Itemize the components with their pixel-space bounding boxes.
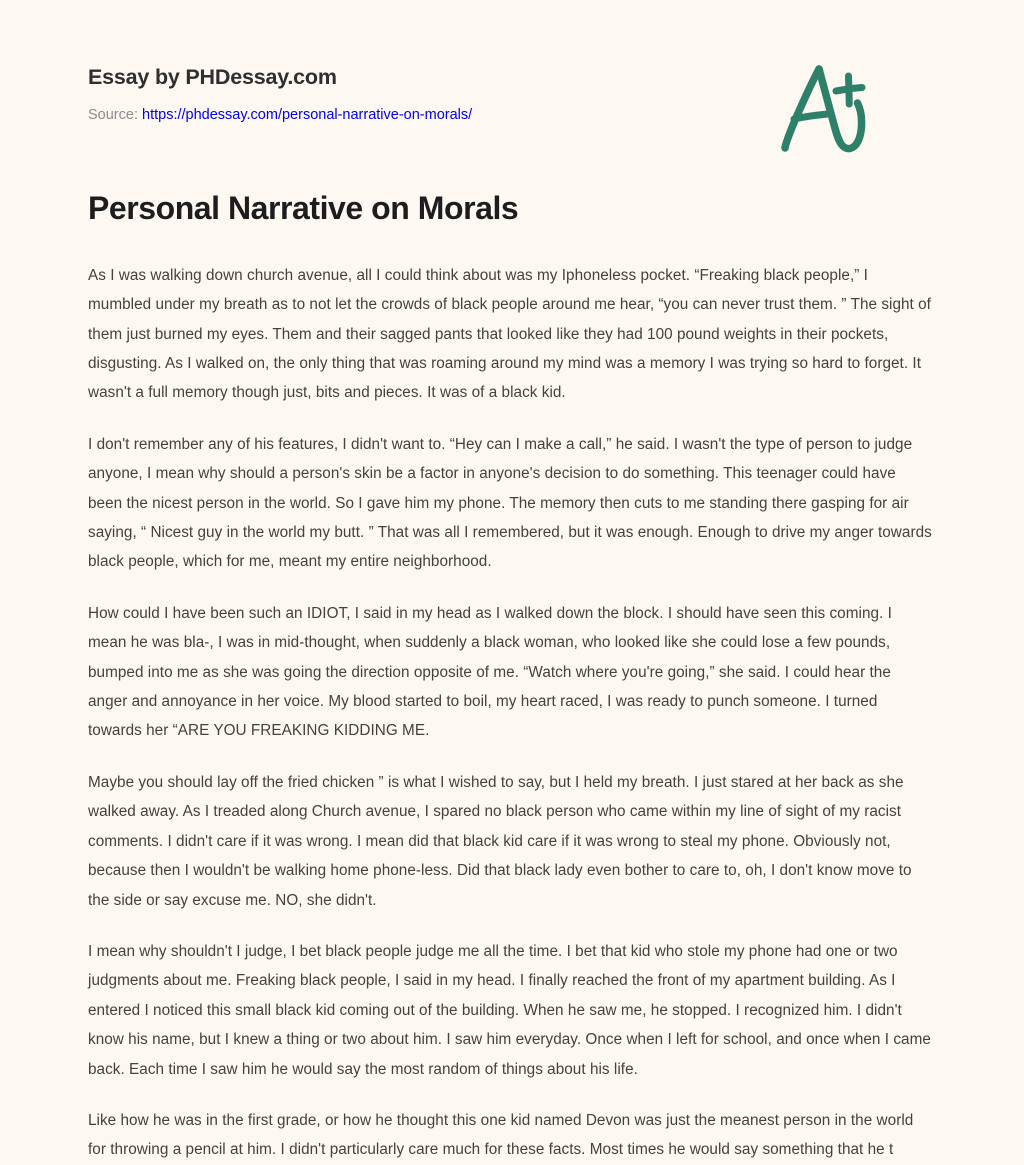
essay-paragraph: Maybe you should lay off the fried chicken ” is what I wished to say, but I held my breath. I just stared at her back as she walked away. As I treaded along Church avenue, I spared no black person who came within my line of sight of my racist comments. I didn't care if it was wrong. I mean did that black kid care if it was wrong to steal my phone. Obviously not, because then I wouldn't be walking home phone-less. Did that black lady even bother to care to, oh, I don't know move to the side or say excuse me. NO, she didn't. xyxy=(88,773,912,909)
brand-title: Essay by PHDessay.com xyxy=(88,65,337,89)
essay-body xyxy=(88,261,933,1165)
source-url-link[interactable]: https://phdessay.com/personal-narrative-on-morals/ xyxy=(142,106,473,123)
document-header xyxy=(88,0,936,123)
source-label: Source: xyxy=(88,106,138,123)
essay-paragraph-truncated: Like how he was in the first grade, or how he thought this one kid named Devon was just the meanest person in the world for throwing a pencil at him. I didn't particularly care much for these facts. Most times he would say something that he t xyxy=(88,1111,914,1159)
a-plus-icon xyxy=(774,58,878,162)
essay-paragraph: As I was walking down church avenue, all I could think about was my Iphoneless pocket. “Freaking black people,” I mumbled under my breath as to not let the crowds of black people around me hear, “you can never trust them. ” The sight of them just burned my eyes. Them and their sagged pants that looked like they had 100 pound weights in their pockets, disgusting. As I walked on, the only thing that was roaming around my mind was a memory I was trying so hard to forget. It wasn't a full memory though just, bits and pieces. It was of a black kid. xyxy=(88,266,931,402)
essay-paragraph: I mean why shouldn't I judge, I bet black people judge me all the time. I bet that kid who stole my phone had one or two judgments about me. Freaking black people, I said in my head. I finally reached the front of my apartment building. As I entered I noticed this small black kid coming out of the building. When he saw me, he stopped. I recognized him. I didn't know his name, but I knew a thing or two about him. I saw him everyday. Once when I left for school, and once when I came back. Each time I saw him he would say the most random of things about his life. xyxy=(88,942,931,1078)
page-title: Personal Narrative on Morals xyxy=(88,190,519,226)
phdessay-a-plus-logo[interactable] xyxy=(774,58,878,162)
essay-paragraph: I don't remember any of his features, I didn't want to. “Hey can I make a call,” he said. I wasn't the type of person to judge anyone, I mean why should a person's skin be a factor in anyone's decision to do something. This teenager could have been the nicest person in the world. So I gave him my phone. The memory then cuts to me standing there gasping for air saying, “ Nicest guy in the world my butt. ” That was all I remembered, but it was enough. Enough to drive my anger towards black people, which for me, meant my entire neighborhood. xyxy=(88,435,932,571)
essay-paragraph: How could I have been such an IDIOT, I said in my head as I walked down the block. I should have seen this coming. I mean he was bla-, I was in mid-thought, when suddenly a black woman, who looked like she could lose a few pounds, bumped into me as she was going the direction opposite of me. “Watch where you're going,” she said. I could hear the anger and annoyance in her voice. My blood started to boil, my heart raced, I was ready to punch someone. I turned towards her “ARE YOU FREAKING KIDDING ME. xyxy=(88,604,892,740)
